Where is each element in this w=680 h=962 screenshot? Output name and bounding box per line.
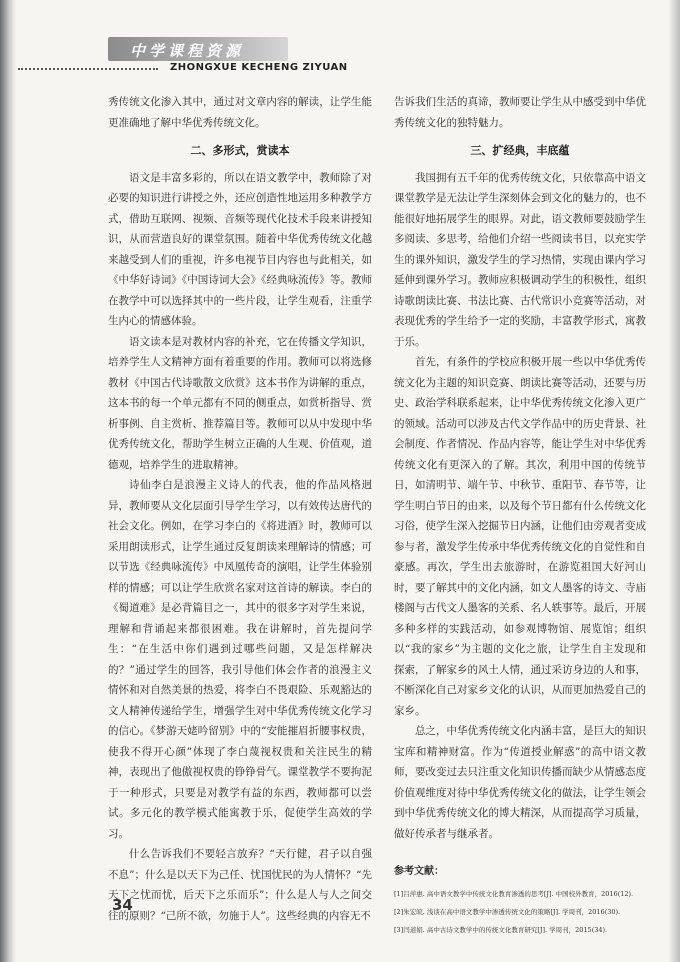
references-title: 参考文献： <box>394 866 444 877</box>
continuation-paragraph: 告诉我们生活的真谛，教师要让学生从中感受到中华优秀传统文化的独特魅力。 <box>394 96 646 129</box>
paragraph: 我国拥有五千年的优秀传统文化，只依靠高中语文课堂教学是无法让学生深刻体会到文化的魅力的，也不能很好地拓展学生的眼界。对此，语文教师要鼓励学生多阅读、多思考，给他们介绍一些阅读书目，以充实学生的课外知识，激发学生的学习热情，实现由课内学习延伸到课外学习。教师应积极调动学生的积极性，组织诗歌朗读比赛、书法比赛、古代常识小竞赛等活动，对表现优秀的学生给予一定的奖励，丰富教学形式，寓教于乐。 <box>394 171 646 348</box>
reference-item: [1]吕萍惠. 高中语文教学中传统文化教育渗透的思考[J]. 中国校外教育，2016(12). <box>394 889 634 898</box>
binding-shadow <box>0 0 16 962</box>
header-dotted-rule <box>18 68 158 70</box>
intro-paragraph: 秀传统文化渗入其中，通过对文章内容的解读，让学生能更准确地了解中华优秀传统文化。 <box>108 96 372 129</box>
paragraph: 语文是丰富多彩的，所以在语文教学中，教师除了对必要的知识进行讲授之外，还应创造性地运用多种教学方式，借助互联网、视频、音频等现代化技术手段来讲授知识，从而营造良好的课堂氛围。随着中华优秀传统文化越来越受到人们的重视，许多电视节目内容也与此相关，如《中华好诗词》《中国诗词大会》《经典咏流传》等。教师在教学中可以选择其中的一些片段，让学生观看，注重学生内心的情感体验。 <box>108 171 372 327</box>
header-pinyin: ZHONGXUE KECHENG ZIYUAN <box>170 62 348 73</box>
reference-item: [3]闫道娟. 高中古诗文教学中的传统文化教育研究[J]. 学周刊，2015(34). <box>394 925 608 934</box>
paragraph: 诗仙李白是浪漫主义诗人的代表，他的作品风格迥异，教师要从文化层面引导学生学习，以有效传达唐代的社会文化。例如，在学习李白的《将进酒》时，教师可以采用朗读形式，让学生通过反复朗读来理解诗的情感；可以节选《经典咏流传》中凤凰传奇的演唱，让学生体验别样的情感；可以让学生欣赏名家对这首诗的解读。李白的《蜀道难》是必背篇目之一，其中的很多字对学生来说，理解和背诵起来都很困难。我在讲解时，首先提问学生：“在生活中你们遇到过哪些问题，又是怎样解决的？”通过学生的回答，我引导他们体会作者的浪漫主义情怀和对自然美景的热爱，将李白不畏艰险、乐观豁达的文人精神传递给学生，增强学生对中华优秀传统文化学习的信心。《梦游天姥吟留别》中的“安能摧眉折腰事权贵，使我不得开心颜”体现了李白蔑视权贵和关注民生的精神，表现出了他傲视权贵的铮铮骨气。课堂教学不要拘泥于一种形式，只要是对教学有益的东西，教师都可以尝试。多元化的教学模式能寓教于乐，促使学生高效的学习。 <box>108 479 372 840</box>
references <box>394 862 646 937</box>
paragraph: 语文读本是对教材内容的补充，它在传播文学知识，培养学生人文精神方面有着重要的作用。教师可以将选修教材《中国古代诗歌散文欣赏》这本书作为讲解的重点，这本书的每一个单元都有不同的侧重点，如赏析指导、赏析事例、自主赏析、推荐篇目等。教师可以从中发现中华优秀传统文化，帮助学生树立正确的人生观、价值观，道德观，培养学生的进取精神。 <box>108 335 372 471</box>
paragraph: 首先，有条件的学校应积极开展一些以中华优秀传统文化为主题的知识竞赛、朗读比赛等活动，还要与历史、政治学科联系起来，让中华优秀传统文化渗入更广的领域。活动可以涉及古代文学作品中的历史背景、社会制度、作者情况、作品内容等，能让学生对中华优秀传统文化有更深入的了解。其次，利用中国的传统节日，如清明节、端午节、中秋节、重阳节、春节等，让学生明白节日的由来，以及每个节日都有什么传统文化习俗，使学生深入挖掘节日内涵，让他们由旁观者变成参与者，激发学生传承中华优秀传统文化的自觉性和自豪感。再次，学生出去旅游时，在游览祖国大好河山时，要了解其中的文化内涵，如文人墨客的诗文、寺庙楼阁与古代文人墨客的关系、名人轶事等。最后，开展多种多样的实践活动，如参观博物馆、展览馆；组织以“我的家乡”为主题的文化之旅，让学生自主发现和探索，了解家乡的风土人情，通过采访身边的人和事，不断深化自己对家乡文化的认识，从而更加热爱自己的家乡。 <box>394 356 646 717</box>
paragraph: 总之，中华优秀传统文化内涵丰富，是巨大的知识宝库和精神财富。作为“传道授业解惑”的高中语文教师，要改变过去只注重文化知识传播而缺少从情感态度价值观维度对待中华优秀传统文化的做法，让学生领会到中华优秀传统文化的博大精深，从而提高学习质量，做好传承者与继承者。 <box>394 725 646 840</box>
section2-heading: 二、多形式，赏读本 <box>190 144 290 157</box>
left-column <box>108 92 372 926</box>
header-title: 中学课程资源 <box>130 42 245 60</box>
reference-item: [2]朱宏皖. 浅谈在高中语文教学中渗透传统文化的策略[J]. 学周刊，2016(30). <box>394 907 621 916</box>
paragraph: 什么告诉我们不要轻言放弃？“天行健，君子以自强不息”；什么是以天下为己任、忧国忧民的为人情怀？“先天下之忧而忧，后天下之乐而乐”；什么是人与人之间交往的原则？“己所不欲，勿施于人”。这些经典的内容无不 <box>108 848 372 922</box>
section3-heading: 三、扩经典，丰底蕴 <box>470 144 570 157</box>
page-edge <box>668 0 680 962</box>
right-column <box>394 92 646 941</box>
page-number: 34 <box>112 896 133 914</box>
